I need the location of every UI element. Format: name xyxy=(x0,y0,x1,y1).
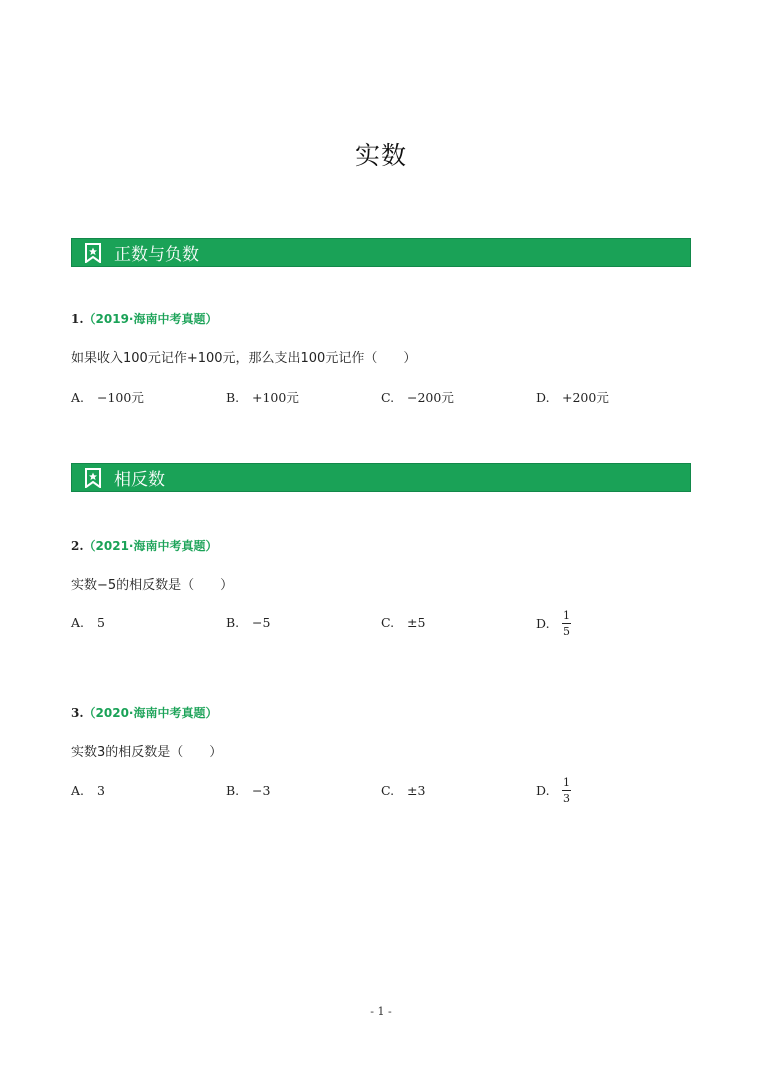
section-header-positive-negative xyxy=(71,238,691,267)
option-b xyxy=(226,388,299,406)
option-letter: B. xyxy=(226,389,240,405)
option-text: ±5 xyxy=(407,615,426,630)
section-header-opposite-numbers xyxy=(71,463,691,492)
option-text: −200元 xyxy=(407,390,454,405)
section-title: 正数与负数 xyxy=(114,245,199,265)
question-source: （2021·海南中考真题） xyxy=(83,539,218,553)
option-text: −100元 xyxy=(97,390,144,405)
option-d xyxy=(536,776,571,805)
option-letter: A. xyxy=(71,783,85,798)
option-letter: A. xyxy=(71,615,85,630)
fraction-numerator: 1 xyxy=(563,776,570,789)
option-d xyxy=(536,609,571,638)
question-source: （2019·海南中考真题） xyxy=(83,312,218,326)
fraction-numerator: 1 xyxy=(563,609,570,622)
option-d xyxy=(536,388,609,406)
option-letter: B. xyxy=(226,783,240,798)
option-letter: C. xyxy=(381,615,395,630)
option-text: +100元 xyxy=(252,390,299,405)
option-letter: C. xyxy=(381,783,395,798)
bookmark-star-icon xyxy=(82,242,104,264)
question-source: （2020·海南中考真题） xyxy=(83,706,218,720)
option-letter: D. xyxy=(536,616,550,631)
option-a xyxy=(71,388,144,406)
option-c xyxy=(381,783,425,798)
page-title: 实数 xyxy=(354,141,407,170)
option-a xyxy=(71,615,105,630)
question-stem: 如果收入100元记作+100元，那么支出100元记作（ ） xyxy=(71,351,417,366)
question-header xyxy=(71,310,218,327)
question-stem: 实数−5的相反数是（ ） xyxy=(71,578,234,593)
question-header xyxy=(71,704,218,721)
option-c xyxy=(381,388,454,406)
option-letter: D. xyxy=(536,389,550,405)
option-text: −5 xyxy=(252,615,271,630)
option-c xyxy=(381,615,425,630)
question-number: 3. xyxy=(71,706,84,720)
option-text: −3 xyxy=(252,783,271,798)
option-a xyxy=(71,783,105,798)
question-stem: 实数3的相反数是（ ） xyxy=(71,745,223,760)
fraction-denominator: 3 xyxy=(563,792,570,805)
section-title: 相反数 xyxy=(114,470,165,490)
fraction-bar xyxy=(562,623,571,624)
page-number: - 1 - xyxy=(370,1005,392,1018)
option-text: 5 xyxy=(97,615,105,630)
fraction-bar xyxy=(562,790,571,791)
bookmark-star-icon xyxy=(82,467,104,489)
fraction xyxy=(562,609,571,638)
option-letter: A. xyxy=(71,389,85,405)
fraction xyxy=(562,776,571,805)
fraction-denominator: 5 xyxy=(563,625,570,638)
question-number: 1. xyxy=(71,312,84,326)
option-letter: B. xyxy=(226,615,240,630)
option-letter: D. xyxy=(536,783,550,798)
question-header xyxy=(71,537,218,554)
option-letter: C. xyxy=(381,389,395,405)
option-b xyxy=(226,615,270,630)
question-number: 2. xyxy=(71,539,84,553)
option-b xyxy=(226,783,270,798)
option-text: ±3 xyxy=(407,783,426,798)
option-text: 3 xyxy=(97,783,105,798)
option-text: +200元 xyxy=(562,390,609,405)
